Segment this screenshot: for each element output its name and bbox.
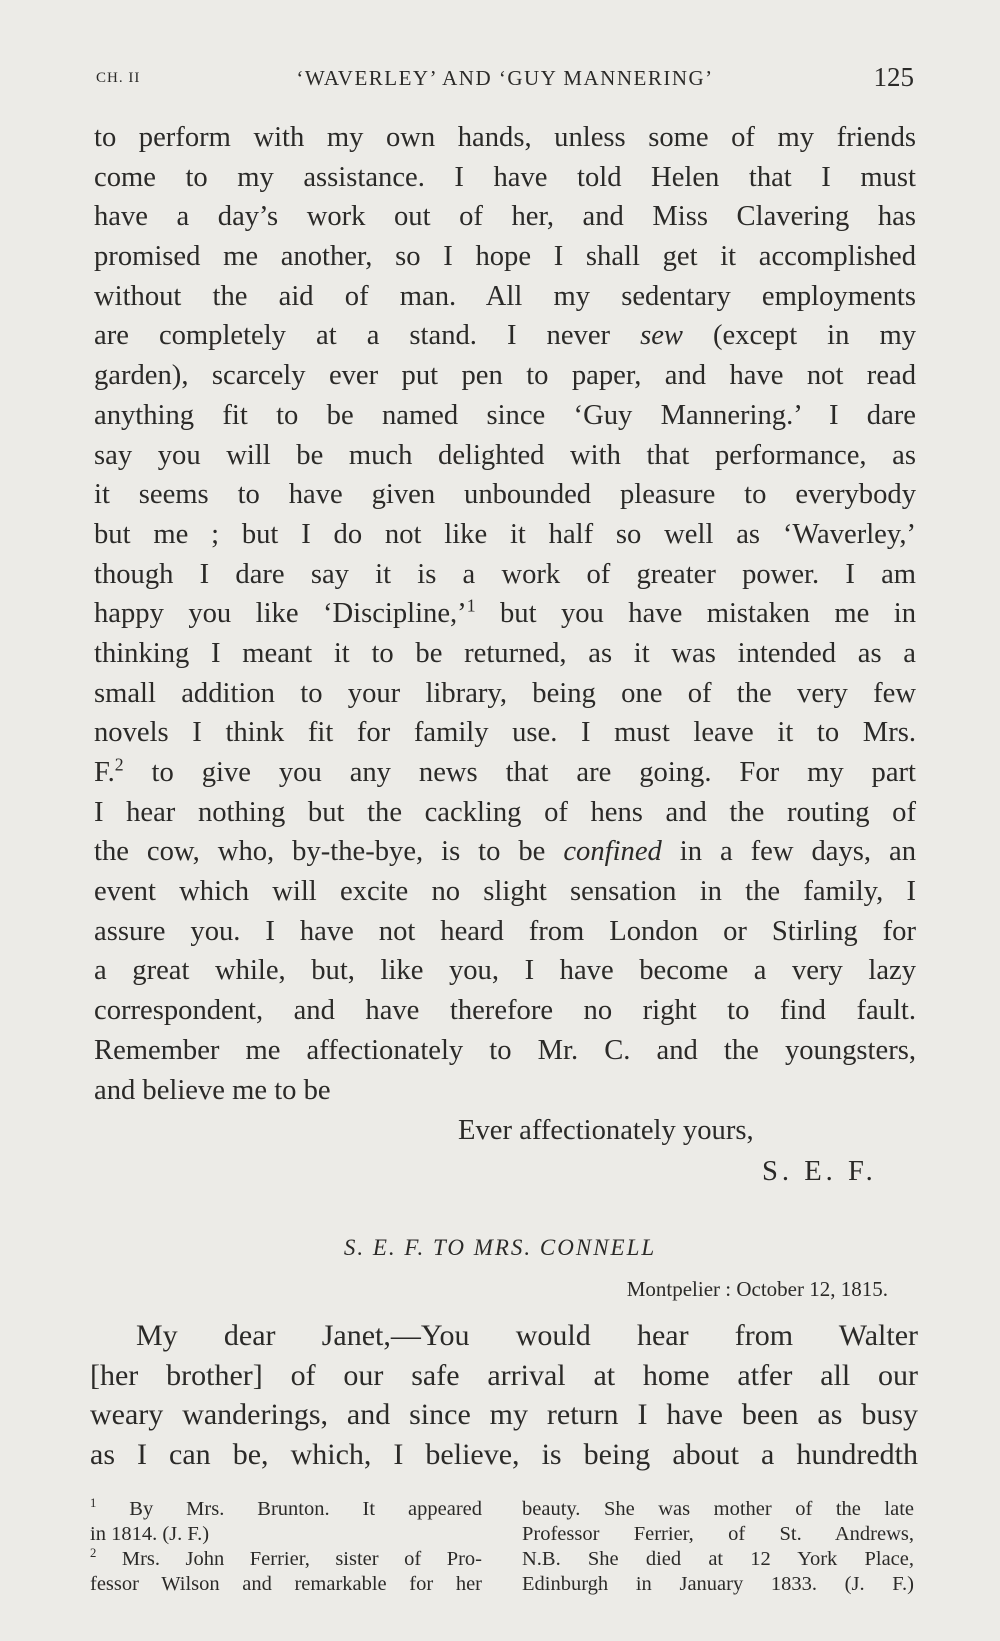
letter-body — [94, 118, 916, 1110]
footnote-line: Edinburgh in January 1833. (J. F.) — [522, 1573, 914, 1595]
body-text-segment: to give you any news that are going. For my part — [123, 757, 916, 788]
body-line — [94, 316, 916, 356]
letter-date: Montpelier : October 12, 1815. — [626, 1277, 888, 1301]
footnote-number: 1 — [90, 1496, 97, 1511]
body-line: a great while, but, like you, I have become a very lazy — [94, 955, 916, 987]
body-text-segment: but you have mistaken me in — [475, 598, 916, 630]
footnote-line: N.B. She died at 12 York Place, — [522, 1548, 914, 1570]
footnote-line — [90, 1547, 482, 1572]
body-line: though I dare say it is a work of greater power. I am — [94, 558, 916, 590]
body-line: small addition to your library, being one of the very few — [94, 677, 916, 709]
body-line — [94, 594, 916, 634]
body-line: and believe me to be — [94, 1074, 331, 1106]
footnote-marker: 1 — [466, 595, 476, 616]
footnote-line: beauty. She was mother of the late — [522, 1498, 914, 1520]
body-line: come to my assistance. I have told Helen that I must — [94, 161, 916, 193]
body-line: thinking I meant it to be returned, as it was intended as a — [94, 637, 916, 669]
body-line — [94, 753, 916, 793]
footnote-line: in 1814. (J. F.) — [90, 1523, 210, 1545]
body-text-segment: happy you like ‘Discipline,’ — [94, 598, 467, 630]
running-title: ‘WAVERLEY’ AND ‘GUY MANNERING’ — [296, 66, 714, 90]
body-line — [94, 832, 916, 872]
body-line: anything fit to be named since ‘Guy Mannering.’ I dare — [94, 399, 916, 431]
body-line: to perform with my own hands, unless some of my friends — [94, 122, 916, 153]
body-text-segment: are completely at a stand. I never — [94, 320, 611, 352]
body-line: without the aid of man. All my sedentary employments — [94, 280, 916, 312]
letter-line: as I can be, which, I believe, is being about a hundredth — [90, 1438, 918, 1472]
running-header — [96, 62, 914, 102]
italic-word: sew — [640, 320, 683, 352]
signature: S. E. F. — [762, 1156, 877, 1187]
body-line: garden), scarcely ever put pen to paper, and have not read — [94, 360, 916, 392]
italic-word: confined — [563, 836, 662, 868]
footnote-text: Mrs. John Ferrier, sister of Pro- — [96, 1548, 482, 1570]
body-line: it seems to have given unbounded pleasure to everybody — [94, 479, 916, 511]
footnote-text: By Mrs. Brunton. It appeared — [96, 1498, 482, 1520]
chapter-label: CH. II — [96, 70, 141, 86]
footnote-line — [90, 1497, 482, 1522]
body-line: Remember me affectionately to Mr. C. and the youngsters, — [94, 1034, 916, 1066]
body-text-segment: F. — [94, 757, 115, 788]
body-text-segment: (except in my — [682, 320, 916, 352]
body-line: have a day’s work out of her, and Miss Clavering has — [94, 201, 916, 233]
body-line: event which will excite no slight sensation in the family, I — [94, 876, 916, 908]
footnote-line: fessor Wilson and remarkable for her — [90, 1573, 482, 1595]
footnote-marker: 2 — [114, 754, 124, 775]
body-line: but me ; but I do not like it half so well as ‘Waverley,’ — [94, 518, 916, 550]
letter-heading: S. E. F. TO MRS. CONNELL — [343, 1235, 657, 1260]
footnotes-right-column — [522, 1497, 914, 1597]
letter-line: [her brother] of our safe arrival at home atfer all our — [90, 1358, 918, 1392]
letter-line: weary wanderings, and since my return I have been as busy — [90, 1398, 918, 1432]
letter-line: My dear Janet,—You would hear from Walter — [136, 1319, 918, 1352]
second-letter-body — [90, 1316, 918, 1475]
body-line: assure you. I have not heard from London or Stirling for — [94, 915, 916, 947]
page-number: 125 — [873, 62, 914, 92]
footnotes-left-column — [90, 1497, 482, 1597]
body-line: say you will be much delighted with that performance, as — [94, 439, 916, 471]
footnote-number: 2 — [90, 1546, 97, 1561]
body-text-segment: in a few days, an — [661, 836, 916, 868]
footnote-line: Professor Ferrier, of St. Andrews, — [522, 1523, 914, 1545]
body-line: promised me another, so I hope I shall get it accomplished — [94, 241, 916, 273]
body-line: I hear nothing but the cackling of hens and the routing of — [94, 796, 916, 828]
body-line: novels I think fit for family use. I must leave it to Mrs. — [94, 717, 916, 749]
body-text-segment: the cow, who, by-the-bye, is to be — [94, 836, 546, 868]
closing-line: Ever affectionately yours, — [458, 1115, 754, 1146]
body-line: correspondent, and have therefore no right to find fault. — [94, 995, 916, 1027]
